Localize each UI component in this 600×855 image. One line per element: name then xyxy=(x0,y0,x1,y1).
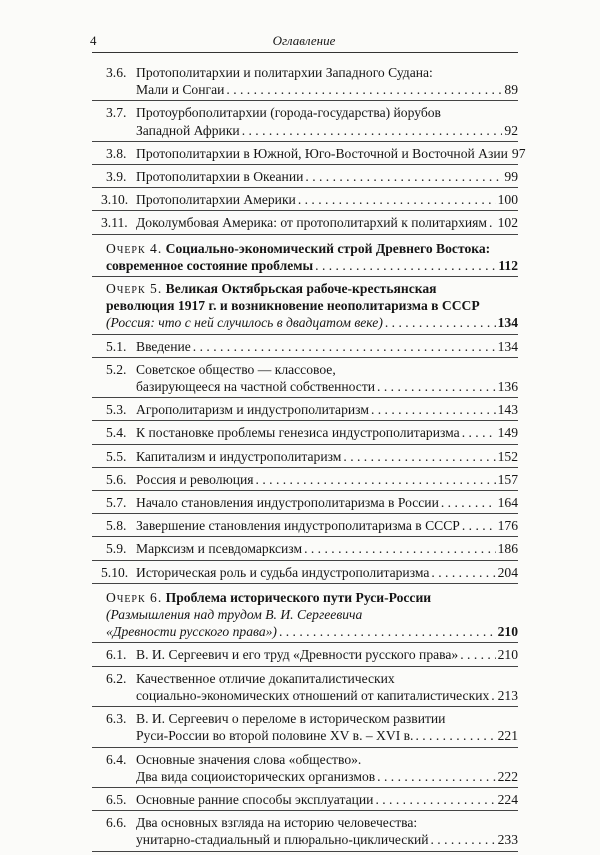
entry-text xyxy=(136,168,518,185)
entry-title-line: Протоурбополитархии (города-государства) йорубов xyxy=(136,105,441,121)
toc-rule xyxy=(92,276,518,277)
chapter-page: 112 xyxy=(498,257,518,273)
entry-last-line xyxy=(136,471,518,488)
entry-last-line xyxy=(136,168,518,185)
toc-rule xyxy=(92,187,518,188)
entry-title-line: Два основных взгляда на историю человечества: xyxy=(136,815,418,831)
toc-entry xyxy=(92,710,518,744)
section-number: 5.10. xyxy=(101,564,129,580)
section-6-entries xyxy=(92,646,518,851)
entry-last-line xyxy=(136,145,526,162)
leader-dots xyxy=(343,448,495,465)
entry-page: 233 xyxy=(497,832,518,848)
entry-last-line xyxy=(136,831,518,848)
entry-last-line xyxy=(136,81,518,98)
toc-rule xyxy=(92,164,518,165)
entry-page: 143 xyxy=(497,402,518,418)
entry-page: 152 xyxy=(497,448,518,464)
entry-page: 213 xyxy=(497,687,518,703)
entry-title: Протополитархии Америки xyxy=(136,192,296,208)
entry-page: 134 xyxy=(497,338,518,354)
entry-text xyxy=(136,646,518,663)
entry-title-line: Основные значения слова «общество». xyxy=(136,751,362,767)
chapter-subtitle-cont: «Древности русского права») xyxy=(106,624,277,640)
entry-title: социально-экономических отношений от капиталистических xyxy=(136,687,490,703)
toc-entry xyxy=(92,214,518,231)
section-number: 3.6. xyxy=(106,65,127,80)
chapter-title-cont: революция 1917 г. и возникновение неополитаризма в СССР xyxy=(106,298,480,314)
section-5-entries xyxy=(92,338,518,584)
entry-title: Агрополитаризм и индустрополитаризм xyxy=(136,402,369,418)
entry-page: 222 xyxy=(497,768,518,784)
entry-page: 164 xyxy=(497,495,518,511)
entry-last-line xyxy=(136,540,518,557)
toc-entry xyxy=(92,471,518,488)
leader-dots xyxy=(305,168,502,185)
entry-page: 149 xyxy=(497,425,518,441)
chapter-title-cont: современное состояние проблемы xyxy=(106,257,314,273)
chapter-title: Великая Октябрьская рабоче-крестьянская xyxy=(165,281,437,297)
leader-dots xyxy=(377,378,496,395)
entry-title: Мали и Сонгаи xyxy=(136,82,225,98)
toc-rule xyxy=(92,536,518,537)
toc-rule xyxy=(92,234,518,235)
entry-page: 186 xyxy=(497,541,518,557)
entry-last-line xyxy=(136,338,518,355)
entry-text xyxy=(136,564,518,581)
entry-title: К постановке проблемы генезиса индустрополитаризма xyxy=(136,425,460,441)
toc-entry xyxy=(92,104,518,138)
section-number: 5.6. xyxy=(106,471,127,487)
toc-rule xyxy=(92,490,518,491)
toc-rule xyxy=(92,706,518,707)
leader-dots xyxy=(375,791,495,808)
toc-entry xyxy=(92,646,518,663)
section-number: 5.2. xyxy=(106,361,127,377)
entry-title: унитарно-стадиальный и плюрально-циклический xyxy=(136,832,429,848)
toc-rule xyxy=(92,444,518,445)
section-number: 5.3. xyxy=(106,402,127,418)
section-number: 5.7. xyxy=(106,495,127,511)
entry-text xyxy=(136,448,518,465)
section-number: 3.10. xyxy=(101,192,129,208)
toc-entry xyxy=(92,540,518,557)
entry-page: 224 xyxy=(497,791,518,807)
toc-rule xyxy=(92,420,518,421)
section-number: 3.7. xyxy=(106,105,127,121)
entry-title: Западной Африки xyxy=(136,122,240,138)
leader-dots xyxy=(441,494,496,511)
entry-last-line xyxy=(136,191,518,208)
toc-entry xyxy=(92,168,518,185)
toc-rule xyxy=(92,210,518,211)
toc-entry xyxy=(92,424,518,441)
entry-last-line xyxy=(136,727,518,744)
entry-text xyxy=(136,517,518,534)
leader-dots xyxy=(489,214,496,231)
entry-title: Основные ранние способы эксплуатации xyxy=(136,791,374,807)
entry-text xyxy=(136,670,518,704)
entry-title: Россия и революция xyxy=(136,471,254,487)
entry-last-line xyxy=(136,517,518,534)
toc-entry xyxy=(92,791,518,808)
entry-text xyxy=(136,145,526,162)
toc-rule xyxy=(92,141,518,142)
chapter-page: 134 xyxy=(497,315,518,331)
entry-title: Историческая роль и судьба индустрополитаризма xyxy=(136,564,430,580)
entry-title-line: Протополитархии и политархии Западного Судана: xyxy=(136,65,433,80)
entry-title: Начало становления индустрополитаризма в России xyxy=(136,495,439,511)
leader-dots xyxy=(431,564,495,581)
entry-text xyxy=(136,710,518,744)
toc-entry xyxy=(92,361,518,395)
toc-rule xyxy=(92,334,518,335)
chapter-4-entry xyxy=(106,240,518,274)
toc-entry xyxy=(92,191,518,208)
section-number: 5.9. xyxy=(106,541,127,557)
entry-last-line xyxy=(136,122,518,139)
entry-text xyxy=(136,104,518,138)
chapter-title: Проблема исторического пути Руси-России xyxy=(165,589,432,605)
entry-text xyxy=(136,494,518,511)
chapter-subtitle: (Россия: что с ней случилось в двадцатом веке) xyxy=(106,315,383,331)
entry-page: 136 xyxy=(497,379,518,395)
entry-last-line xyxy=(136,646,518,663)
leader-dots xyxy=(242,122,503,139)
leader-dots xyxy=(377,768,495,785)
toc-rule xyxy=(92,642,518,643)
entry-last-line xyxy=(136,687,518,704)
toc-rule xyxy=(92,560,518,561)
entry-page: 157 xyxy=(497,471,518,487)
entry-title: базирующееся на частной собственности xyxy=(136,379,376,395)
leader-dots xyxy=(460,646,495,663)
entry-text xyxy=(136,401,518,418)
leader-dots xyxy=(462,517,496,534)
section-number: 5.1. xyxy=(106,338,127,354)
page-header xyxy=(90,33,518,51)
header-rule xyxy=(92,52,518,53)
leader-dots xyxy=(415,727,495,744)
entry-last-line xyxy=(136,401,518,418)
chapter-5-entry xyxy=(106,280,518,332)
leader-dots xyxy=(431,831,496,848)
entry-title-line: Качественное отличие докапиталистических xyxy=(136,670,395,686)
entry-last-line xyxy=(136,564,518,581)
entry-page: 99 xyxy=(504,169,518,185)
section-number: 3.11. xyxy=(101,215,128,231)
entry-text xyxy=(136,338,518,355)
toc-entry xyxy=(92,401,518,418)
entry-page: 176 xyxy=(497,518,518,534)
toc-rule xyxy=(92,747,518,748)
entry-title-line: Советское общество — классовое, xyxy=(136,361,336,377)
entry-text xyxy=(136,791,518,808)
chapter-title: Социально-экономический строй Древнего Востока: xyxy=(165,240,491,256)
toc-entry xyxy=(92,494,518,511)
entry-text xyxy=(136,814,518,848)
section-number: 6.5. xyxy=(106,791,127,807)
toc-rule xyxy=(92,100,518,101)
entry-page: 97 xyxy=(511,145,526,161)
chapter-label: Очерк 4. xyxy=(106,240,163,256)
entry-last-line xyxy=(136,768,518,785)
entry-title: Протополитархии в Южной, Юго-Восточной и Восточной Азии xyxy=(136,145,508,161)
entry-text xyxy=(136,214,518,231)
section-number: 3.9. xyxy=(106,169,127,185)
entry-last-line xyxy=(136,791,518,808)
leader-dots xyxy=(304,540,496,557)
section-number: 5.5. xyxy=(106,448,127,464)
toc-rule xyxy=(92,513,518,514)
section-3-entries xyxy=(92,64,526,235)
chapter-page: 210 xyxy=(497,624,518,640)
running-title: Оглавление xyxy=(272,33,336,48)
entry-page: 89 xyxy=(504,82,518,98)
entry-last-line xyxy=(136,378,518,395)
section-number: 6.4. xyxy=(106,751,127,767)
entry-title: Капитализм и индустрополитаризм xyxy=(136,448,342,464)
entry-title: Два вида социоисторических организмов xyxy=(136,768,376,784)
leader-dots xyxy=(371,401,496,418)
entry-text xyxy=(136,361,518,395)
toc-rule xyxy=(92,397,518,398)
toc-entry xyxy=(92,751,518,785)
toc-entry xyxy=(92,564,518,581)
chapter-label: Очерк 6. xyxy=(106,589,163,605)
toc-entry xyxy=(92,145,526,162)
entry-last-line xyxy=(136,424,518,441)
entry-page: 204 xyxy=(497,564,518,580)
entry-text xyxy=(136,540,518,557)
page-number: 4 xyxy=(90,33,97,48)
chapter-subtitle: (Размышления над трудом В. И. Сергеевича xyxy=(106,607,363,623)
entry-page: 92 xyxy=(504,122,518,138)
leader-dots xyxy=(226,81,502,98)
leader-dots xyxy=(298,191,496,208)
toc-rule xyxy=(92,666,518,667)
entry-title: Доколумбовая Америка: от протополитархий к политархиям xyxy=(136,215,488,231)
toc-entry xyxy=(92,814,518,848)
toc-entry xyxy=(92,338,518,355)
entry-text xyxy=(136,471,518,488)
entry-last-line xyxy=(136,448,518,465)
toc-rule xyxy=(92,583,518,584)
toc-entry xyxy=(92,64,518,98)
toc-rule xyxy=(92,357,518,358)
section-number: 6.2. xyxy=(106,670,127,686)
entry-title: Протополитархии в Океании xyxy=(136,169,304,185)
section-number: 5.4. xyxy=(106,425,127,441)
toc-rule xyxy=(92,467,518,468)
leader-dots xyxy=(256,471,496,488)
toc-rule xyxy=(92,787,518,788)
toc-entry xyxy=(92,448,518,465)
leader-dots xyxy=(462,424,496,441)
section-number: 6.1. xyxy=(106,647,127,663)
entry-title-line: В. И. Сергеевич о переломе в историческом развитии xyxy=(136,711,446,727)
entry-title: Введение xyxy=(136,338,191,354)
toc-entry xyxy=(92,517,518,534)
entry-text xyxy=(136,424,518,441)
entry-title: Марксизм и псевдомарксизм xyxy=(136,541,303,557)
section-number: 3.8. xyxy=(106,145,127,161)
entry-title: Руси-России во второй половине XV в. – XVI в. xyxy=(136,728,414,744)
entry-last-line xyxy=(136,214,518,231)
entry-page: 210 xyxy=(497,647,518,663)
entry-page: 102 xyxy=(497,215,518,231)
leader-dots xyxy=(491,687,495,704)
entry-text xyxy=(136,751,518,785)
section-number: 6.6. xyxy=(106,815,127,831)
section-number: 6.3. xyxy=(106,711,127,727)
entry-last-line xyxy=(136,494,518,511)
toc-entry xyxy=(92,670,518,704)
entry-text xyxy=(136,191,518,208)
entry-page: 100 xyxy=(497,192,518,208)
table-of-contents xyxy=(92,64,526,855)
leader-dots xyxy=(193,338,496,355)
entry-title: В. И. Сергеевич и его труд «Древности русского права» xyxy=(136,647,459,663)
chapter-6-entry xyxy=(106,589,518,641)
section-number: 5.8. xyxy=(106,518,127,534)
entry-title: Завершение становления индустрополитаризма в СССР xyxy=(136,518,460,534)
toc-rule xyxy=(92,851,518,852)
entry-page: 221 xyxy=(497,728,518,744)
entry-text xyxy=(136,64,518,98)
chapter-label: Очерк 5. xyxy=(106,281,163,297)
toc-rule xyxy=(92,810,518,811)
